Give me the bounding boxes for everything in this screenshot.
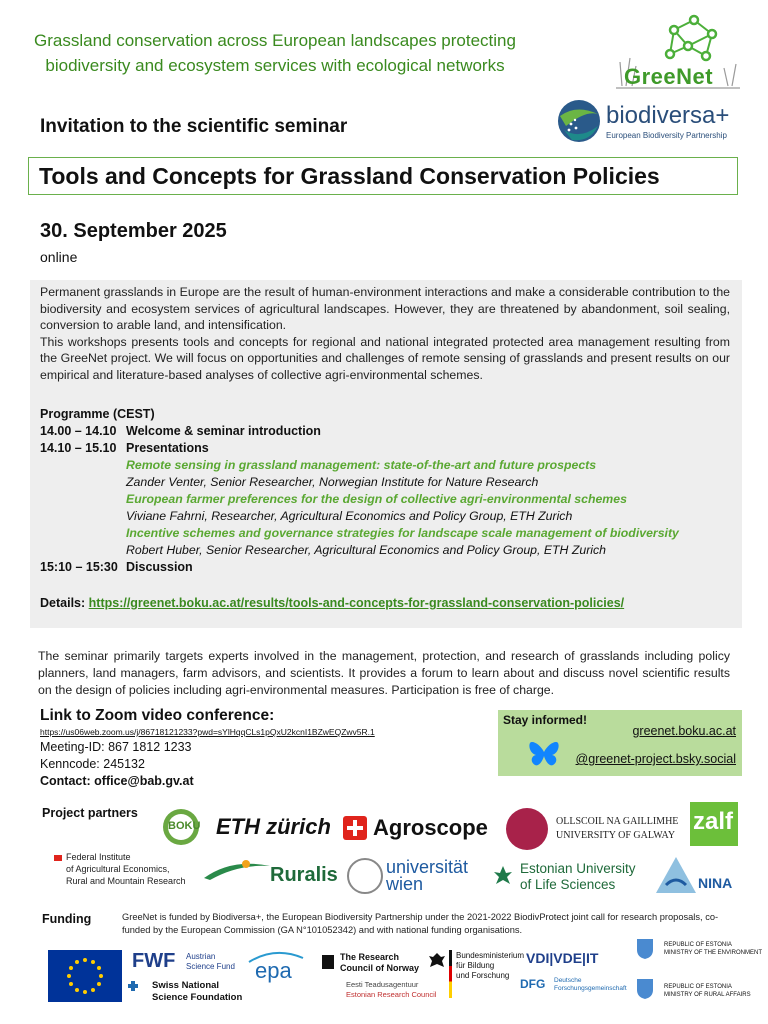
galway-seal-icon: [506, 808, 548, 850]
talk-speaker: Robert Huber, Senior Researcher, Agricultural Economics and Policy Group, ETH Zurich: [126, 543, 607, 557]
seminar-date: 30. September 2025: [40, 220, 227, 242]
website-link[interactable]: greenet.boku.ac.at: [632, 724, 736, 738]
rcn-icon: [322, 955, 334, 969]
intro-paragraph-2: This workshops presents tools and concepts for regional and national integrated protected area management resulting from the GreeNet project. We will focus on opportunities and challenges of remote sensing of grasslands and present results on our empirical and literature-based analyses of collective agri-environmental schemes.: [40, 334, 730, 382]
talk-title: Incentive schemes and governance strategies for landscape scale management of biodiversity: [126, 526, 679, 540]
dfg-sub-text: Deutsche Forschungsgemeinschaft: [554, 977, 627, 992]
rcn-line1: The Research: [340, 952, 400, 962]
bab-line2: of Agricultural Economics,: [66, 864, 170, 874]
bab-line3: Rural and Mountain Research: [66, 876, 186, 886]
talk-title: European farmer preferences for the design of collective agri-environmental schemes: [126, 492, 627, 506]
eth-logo: ETH zürich: [216, 814, 331, 839]
target-audience-text: The seminar primarily targets experts involved in the management, protection, and research of grasslands including policy planners, land managers, farm advisors, and scientists. It provides a forum to learn about and discuss novel scientific results on the design of policies including agri-environmental measures. Participation is free of charge.: [38, 649, 730, 697]
slot-time: 15:10 – 15:30: [40, 560, 118, 574]
partners-heading: Project partners: [42, 806, 138, 820]
biodiversa-logo: [556, 96, 756, 152]
tagline-line1: Grassland conservation across European landscapes protecting: [34, 31, 516, 50]
bmbf-line2: für Bildung: [456, 961, 495, 970]
univie-seal-icon: [347, 858, 383, 894]
snsf-cross-icon: [128, 981, 138, 991]
estonia-crest-icon: [636, 978, 654, 1000]
univie-line2: wien: [386, 874, 424, 894]
bmbf-line1: Bundesministerium: [456, 951, 525, 960]
estonia-env-line1: REPUBLIC OF ESTONIA: [664, 942, 732, 948]
talk-title: Remote sensing in grassland management: state-of-the-art and future prospects: [126, 458, 597, 472]
intro-text: [40, 284, 730, 383]
talk-speaker: Viviane Fahrni, Researcher, Agricultural Economics and Policy Group, ETH Zurich: [126, 509, 573, 523]
ruralis-swoosh-icon: [202, 858, 272, 882]
stay-informed-title: Stay informed!: [503, 713, 588, 727]
estonia-crest-icon: [636, 938, 654, 960]
details-label: Details:: [40, 596, 86, 610]
fwf-sub2: Science Fund: [186, 962, 235, 971]
greenet-logo-text: GreeNet: [624, 64, 714, 89]
slot-label: Presentations: [126, 441, 209, 455]
funding-heading: Funding: [42, 912, 92, 926]
boku-logo: [160, 808, 202, 846]
bluesky-butterfly-icon: [528, 740, 560, 768]
slot-time: 14.00 – 14.10: [40, 424, 117, 438]
emu-line2: of Life Sciences: [520, 877, 616, 892]
rcn-line2: Council of Norway: [340, 963, 420, 973]
biodiversa-logo-subtitle: European Biodiversity Partnership: [606, 131, 727, 140]
zalf-text: zalf: [693, 808, 734, 835]
austria-flag-icon: [54, 855, 62, 861]
zalf-logo: [690, 802, 738, 846]
agroscope-logo: Agroscope: [373, 815, 488, 840]
etag-line2: Estonian Research Council: [346, 990, 437, 999]
nina-logo: [654, 855, 738, 895]
estonia-rural-line2: MINISTRY OF RURAL AFFAIRS: [664, 992, 751, 998]
invitation-heading: Invitation to the scientific seminar: [40, 116, 348, 137]
boku-text: BOKU: [168, 820, 201, 832]
slot-time: 14.10 – 15.10: [40, 441, 117, 455]
programme-heading: Programme (CEST): [40, 407, 155, 421]
stay-informed-box: [498, 710, 742, 776]
bab-line1: Federal Institute: [66, 852, 131, 862]
greenet-logo: [612, 10, 744, 94]
univie-line1: universität: [386, 857, 469, 877]
funding-text: GreeNet is funded by Biodiversa+, the European Biodiversity Partnership under the 2021-2022 BiodivProtect joint call for research proposals, co-funded by the European Commission (GA N°101052342) and with national funding organisations.: [122, 912, 719, 935]
estonia-env-line2: MINISTRY OF THE ENVIRONMENT: [664, 950, 763, 956]
emu-leaf-icon: [492, 864, 514, 886]
german-flag-stripe: [449, 950, 452, 998]
contact: Contact: office@bab.gv.at: [40, 774, 194, 788]
fwf-sub1: Austrian: [186, 952, 216, 961]
nina-text: NINA: [698, 875, 733, 891]
german-eagle-icon: [428, 952, 446, 970]
dfg-logo: DFG: [520, 977, 546, 991]
passcode: Kenncode: 245132: [40, 757, 145, 771]
epa-logo: [245, 948, 307, 988]
dfg-sub: [554, 977, 634, 993]
seminar-title: Tools and Concepts for Grassland Conservation Policies: [39, 163, 660, 189]
fwf-logo: FWF: [132, 950, 176, 972]
intro-paragraph-1: Permanent grasslands in Europe are the result of human-environment interactions and make a considerable contribution to the biodiversity and ecosystem services of agricultural landscapes. However, they are threatened by abandonment, soil sealing, conversion to arable land, and intensification.: [40, 285, 730, 332]
snsf-line1: Swiss National: [152, 980, 220, 991]
swiss-cross-icon: [343, 816, 367, 840]
zoom-link[interactable]: https://us06web.zoom.us/j/86718121233?pwd=sYlHqqCLs1pQxU2kcnI1BZwEQZwv5R.1: [40, 727, 375, 737]
bluesky-link[interactable]: @greenet-project.bsky.social: [575, 752, 736, 766]
epa-text: epa: [255, 958, 292, 983]
galway-line2: UNIVERSITY OF GALWAY: [556, 830, 676, 841]
details-link[interactable]: https://greenet.boku.ac.at/results/tools-and-concepts-for-grassland-conservation-policies/: [88, 596, 625, 610]
seminar-title-box: [28, 157, 738, 195]
eu-flag-icon: [48, 950, 122, 1002]
tagline: [30, 28, 520, 78]
slot-label: Discussion: [126, 560, 193, 574]
talk-speaker: Zander Venter, Senior Researcher, Norwegian Institute for Nature Research: [126, 475, 539, 489]
ruralis-logo: Ruralis: [270, 864, 338, 886]
zoom-heading: Link to Zoom video conference:: [40, 707, 275, 724]
biodiversa-logo-text: biodiversa+: [606, 102, 730, 129]
tagline-line2: biodiversity and ecosystem services with ecological networks: [45, 56, 505, 75]
galway-line1: OLLSCOIL NA GAILLIMHE: [556, 816, 679, 827]
meeting-id: Meeting-ID: 867 1812 1233: [40, 740, 192, 754]
etag-line1: Eesti Teadusagentuur: [346, 980, 419, 989]
emu-line1: Estonian University: [520, 861, 636, 876]
slot-label: Welcome & seminar introduction: [126, 424, 321, 438]
estonia-rural-line1: REPUBLIC OF ESTONIA: [664, 984, 732, 990]
snsf-line2: Science Foundation: [152, 992, 243, 1003]
bmbf-line3: und Forschung: [456, 971, 510, 980]
vdi-logo: VDI|VDE|IT: [526, 950, 599, 966]
seminar-mode: online: [40, 249, 78, 265]
biodiversa-globe-icon: [556, 96, 602, 146]
details-line: [40, 596, 624, 610]
